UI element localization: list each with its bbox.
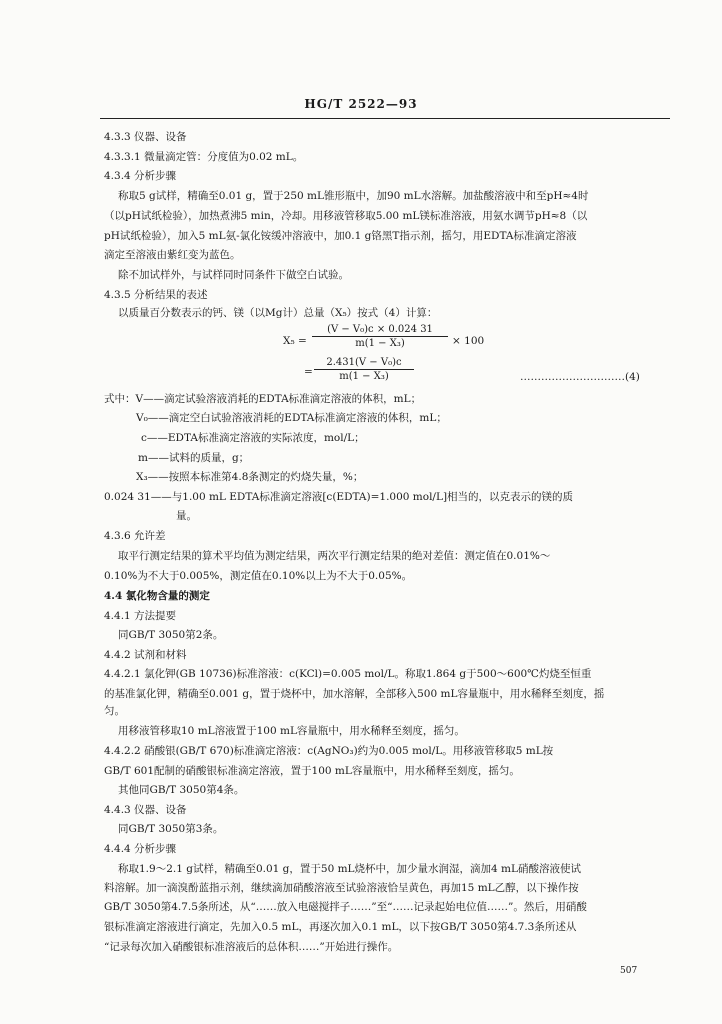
standard-code-header: HG/T 2522—93 <box>304 97 418 111</box>
legend-c: c——EDTA标准滴定溶液的实际浓度，mol/L； <box>141 432 365 444</box>
page-number: 507 <box>620 966 638 976</box>
formula-fraction-2 <box>314 357 414 382</box>
text-line: 以质量百分数表示的钙、镁（以Mg计）总量（X₅）按式（4）计算： <box>118 307 438 319</box>
section-4-4-3-heading: 4.4.3 仪器、设备 <box>104 804 187 816</box>
fraction-2-bar <box>314 369 414 370</box>
text-line: 料溶解。加一滴溴酚蓝指示剂，继续滴加硝酸溶液至试验溶液恰呈黄色，再加15 mL乙醇，以下操作按 <box>104 882 579 894</box>
para-4-3-3-1: 4.3.3.1 微量滴定管：分度值为0.02 mL。 <box>104 151 304 163</box>
fraction-1-numerator: (V − V₀)c × 0.024 31 <box>327 324 433 335</box>
section-4-4-heading: 4.4 氯化物含量的测定 <box>104 590 210 602</box>
formula-equals: = <box>304 366 313 378</box>
section-4-3-6-heading: 4.3.6 允许差 <box>104 530 166 542</box>
text-line: “记录每次加入硝酸银标准溶液后的总体积……”开始进行操作。 <box>104 941 399 953</box>
text-line: 量。 <box>176 510 197 522</box>
legend-x3: X₃——按照本标准第4.8条测定的灼烧失量，%； <box>136 471 364 483</box>
fraction-2-numerator: 2.431(V − V₀)c <box>326 357 402 368</box>
legend-constant: 0.024 31——与1.00 mL EDTA标准滴定溶液[c(EDTA)=1.000 mol/L]相当的，以克表示的镁的质 <box>104 491 574 503</box>
section-4-4-4-heading: 4.4.4 分析步骤 <box>104 843 177 855</box>
text-line: 取平行测定结果的算术平均值为测定结果，两次平行测定结果的绝对差值：测定值在0.01%～ <box>118 550 551 562</box>
text-line: 的基准氯化钾，精确至0.001 g，置于烧杯中，加水溶解，全部移入500 mL容量瓶中，用水稀释至刻度，摇 <box>104 688 605 700</box>
para-4-4-2-1: 4.4.2.1 氯化钾(GB 10736)标准溶液：c(KCl)=0.005 mol/L。称取1.864 g于500～600℃灼烧至恒重 <box>104 668 592 680</box>
text-line: 匀。 <box>104 705 125 717</box>
formula-fraction-1 <box>312 324 448 349</box>
section-4-3-5-heading: 4.3.5 分析结果的表述 <box>104 289 208 301</box>
text-line: 0.10%为不大于0.005%，测定值在0.10%以上为不大于0.05%。 <box>104 570 413 582</box>
text-line: 同GB/T 3050第3条。 <box>118 823 224 835</box>
text-line: 用移液管移取10 mL溶液置于100 mL容量瓶中，用水稀释至刻度，摇匀。 <box>118 725 465 737</box>
text-line: 其他同GB/T 3050第4条。 <box>118 784 245 796</box>
section-4-4-1-heading: 4.4.1 方法提要 <box>104 610 177 622</box>
fraction-2-denominator: m(1 − X₃) <box>339 371 389 382</box>
formula-equation-number: …………………………(4) <box>520 371 640 383</box>
fraction-1-bar <box>312 336 448 337</box>
section-4-3-3-heading: 4.3.3 仪器、设备 <box>104 131 187 143</box>
text-line: GB/T 601配制的硝酸银标准滴定溶液，置于100 mL容量瓶中，用水稀释至刻度，摇匀。 <box>104 765 520 777</box>
text-line: 银标准滴定溶液进行滴定，先加入0.5 mL，再逐次加入0.1 mL，以下按GB/T 3050第4.7.3条所述从 <box>104 921 577 933</box>
text-line: pH试纸检验），加入5 mL氨-氯化铵缓冲溶液中，加0.1 g铬黑T指示剂，摇匀，用EDTA标准滴定溶液 <box>104 230 577 242</box>
formula-times-100: × 100 <box>452 335 485 347</box>
fraction-1-denominator: m(1 − X₃) <box>355 338 405 349</box>
text-line: 除不加试样外，与试样同时同条件下做空白试验。 <box>118 269 349 281</box>
text-line: （以pH试纸检验），加热煮沸5 min，冷却。用移液管移取5.00 mL镁标准溶液，用氨水调节pH≈8（以 <box>104 210 588 222</box>
legend-v: 式中：V——滴定试验溶液消耗的EDTA标准滴定溶液的体积，mL； <box>104 393 422 405</box>
section-4-4-2-heading: 4.4.2 试剂和材料 <box>104 649 187 661</box>
text-line: 称取5 g试样，精确至0.01 g，置于250 mL锥形瓶中，加90 mL水溶解。加盐酸溶液中和至pH≈4时 <box>118 190 589 202</box>
formula-lhs: X₅ = <box>283 335 307 347</box>
header-rule <box>100 118 670 119</box>
legend-v0: V₀——滴定空白试验溶液消耗的EDTA标准滴定溶液的体积，mL； <box>136 412 447 424</box>
text-line: 滴定至溶液由紫红变为蓝色。 <box>104 249 241 261</box>
section-4-3-4-heading: 4.3.4 分析步骤 <box>104 170 177 182</box>
legend-m: m——试料的质量，g； <box>138 452 250 464</box>
text-line: GB/T 3050第4.7.5条所述，从“……放入电磁搅拌子……”至“……记录起始电位值……”。然后，用硝酸 <box>104 901 587 913</box>
text-line: 同GB/T 3050第2条。 <box>118 629 224 641</box>
text-line: 称取1.9～2.1 g试样，精确至0.01 g，置于50 mL烧杯中，加少量水润湿，滴加4 mL硝酸溶液使试 <box>118 863 581 875</box>
para-4-4-2-2: 4.4.2.2 硝酸银(GB/T 670)标准滴定溶液：c(AgNO₃)约为0.005 mol/L。用移液管移取5 mL按 <box>104 745 554 757</box>
